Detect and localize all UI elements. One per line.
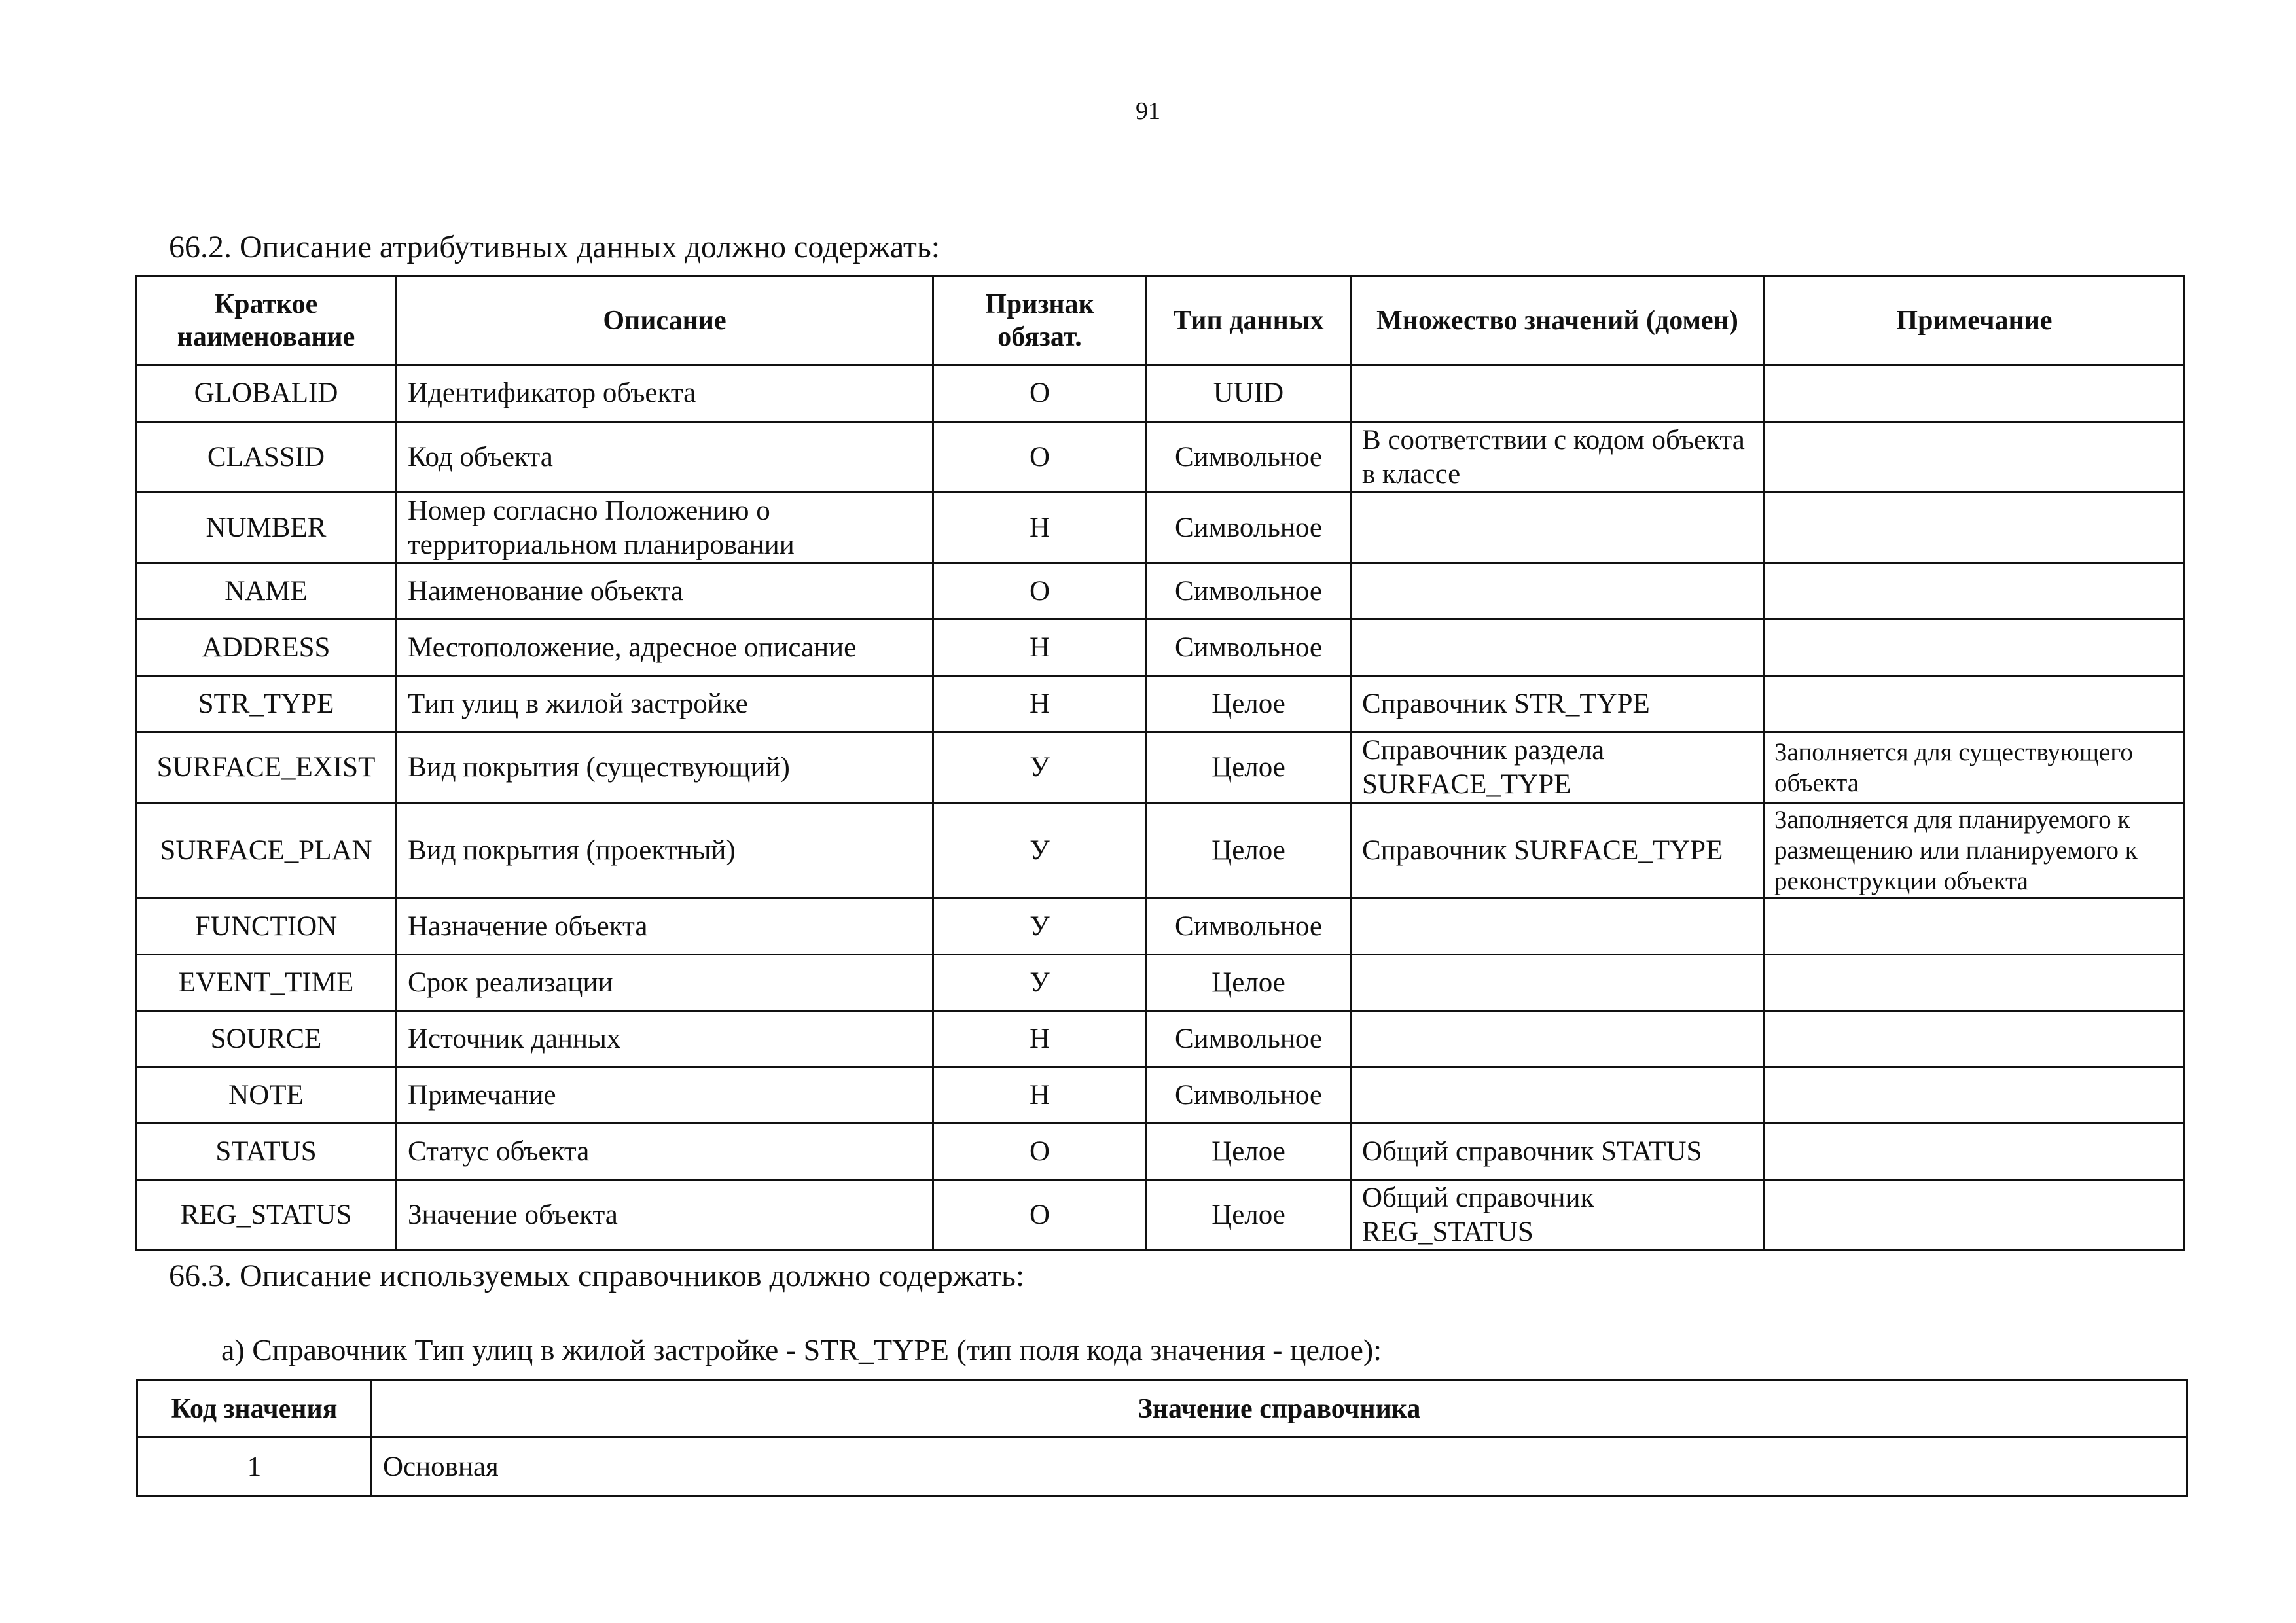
cell-type: Целое xyxy=(1147,732,1351,803)
cell-name: SURFACE_EXIST xyxy=(136,732,397,803)
cell-description: Статус объекта xyxy=(397,1124,933,1180)
cell-note xyxy=(1765,676,2185,732)
cell-name: NAME xyxy=(136,563,397,620)
cell-description: Значение объекта xyxy=(397,1180,933,1251)
cell-name: GLOBALID xyxy=(136,365,397,422)
cell-note xyxy=(1765,422,2185,493)
cell-description: Вид покрытия (проектный) xyxy=(397,803,933,899)
cell-domain: Справочник STR_TYPE xyxy=(1351,676,1765,732)
page-number: 91 xyxy=(1136,98,1160,125)
cell-description: Идентификатор объекта xyxy=(397,365,933,422)
cell-note xyxy=(1765,563,2185,620)
cell-name: FUNCTION xyxy=(136,899,397,955)
cell-description: Код объекта xyxy=(397,422,933,493)
cell-type: Символьное xyxy=(1147,422,1351,493)
cell-type: Целое xyxy=(1147,676,1351,732)
cell-domain xyxy=(1351,955,1765,1011)
cell-domain xyxy=(1351,493,1765,563)
cell-description: Наименование объекта xyxy=(397,563,933,620)
cell-name: CLASSID xyxy=(136,422,397,493)
cell-value: Основная xyxy=(372,1438,2187,1497)
cell-domain xyxy=(1351,563,1765,620)
table-header-row xyxy=(137,1380,2187,1438)
cell-domain: Общий справочник REG_STATUS xyxy=(1351,1180,1765,1251)
cell-description: Тип улиц в жилой застройке xyxy=(397,676,933,732)
cell-description: Назначение объекта xyxy=(397,899,933,955)
column-header-value: Значение справочника xyxy=(372,1380,2187,1438)
cell-required: О xyxy=(933,1180,1147,1251)
cell-name: SOURCE xyxy=(136,1011,397,1067)
cell-name: STATUS xyxy=(136,1124,397,1180)
cell-description: Номер согласно Положению о территориальном планировании xyxy=(397,493,933,563)
cell-required: Н xyxy=(933,1067,1147,1124)
table-row xyxy=(136,955,2185,1011)
cell-type: Символьное xyxy=(1147,1011,1351,1067)
column-header-name: Краткое наименование xyxy=(136,276,397,365)
table-header-row xyxy=(136,276,2185,365)
cell-description: Местоположение, адресное описание xyxy=(397,620,933,676)
cell-required: У xyxy=(933,899,1147,955)
cell-type: Символьное xyxy=(1147,1067,1351,1124)
cell-note xyxy=(1765,1011,2185,1067)
cell-domain xyxy=(1351,899,1765,955)
table-row xyxy=(136,563,2185,620)
cell-name: NOTE xyxy=(136,1067,397,1124)
cell-note xyxy=(1765,365,2185,422)
cell-name: SURFACE_PLAN xyxy=(136,803,397,899)
cell-description: Источник данных xyxy=(397,1011,933,1067)
cell-required: У xyxy=(933,955,1147,1011)
column-header-required: Признак обязат. xyxy=(933,276,1147,365)
reference-subheading: а) Справочник Тип улиц в жилой застройке - STR_TYPE (тип поля кода значения - целое): xyxy=(221,1333,1382,1366)
cell-required: О xyxy=(933,422,1147,493)
cell-note xyxy=(1765,899,2185,955)
section-heading-66-2: 66.2. Описание атрибутивных данных должно содержать: xyxy=(169,230,941,264)
cell-type: Целое xyxy=(1147,1180,1351,1251)
cell-name: ADDRESS xyxy=(136,620,397,676)
cell-note: Заполняется для существующего объекта xyxy=(1765,732,2185,803)
reference-table xyxy=(136,1379,2188,1497)
table-row xyxy=(136,899,2185,955)
cell-type: UUID xyxy=(1147,365,1351,422)
cell-code: 1 xyxy=(137,1438,372,1497)
cell-domain xyxy=(1351,365,1765,422)
cell-domain: В соответствии с кодом объекта в классе xyxy=(1351,422,1765,493)
section-heading-66-3: 66.3. Описание используемых справочников должно содержать: xyxy=(169,1258,1025,1293)
cell-required: Н xyxy=(933,1011,1147,1067)
cell-required: О xyxy=(933,1124,1147,1180)
table-row xyxy=(136,620,2185,676)
cell-description: Срок реализации xyxy=(397,955,933,1011)
cell-name: REG_STATUS xyxy=(136,1180,397,1251)
cell-type: Символьное xyxy=(1147,620,1351,676)
cell-description: Вид покрытия (существующий) xyxy=(397,732,933,803)
cell-required: Н xyxy=(933,676,1147,732)
cell-name: STR_TYPE xyxy=(136,676,397,732)
table-row xyxy=(136,732,2185,803)
cell-type: Целое xyxy=(1147,1124,1351,1180)
cell-required: У xyxy=(933,732,1147,803)
table-row xyxy=(136,1067,2185,1124)
table-row xyxy=(136,422,2185,493)
cell-required: О xyxy=(933,365,1147,422)
table-row xyxy=(136,803,2185,899)
cell-domain xyxy=(1351,1011,1765,1067)
column-header-type: Тип данных xyxy=(1147,276,1351,365)
cell-domain: Общий справочник STATUS xyxy=(1351,1124,1765,1180)
cell-note xyxy=(1765,493,2185,563)
cell-name: EVENT_TIME xyxy=(136,955,397,1011)
cell-type: Целое xyxy=(1147,803,1351,899)
table-row xyxy=(136,493,2185,563)
cell-domain xyxy=(1351,1067,1765,1124)
cell-required: О xyxy=(933,563,1147,620)
cell-type: Символьное xyxy=(1147,899,1351,955)
cell-note xyxy=(1765,955,2185,1011)
table-row xyxy=(136,1180,2185,1251)
table-row xyxy=(136,1124,2185,1180)
cell-domain: Справочник SURFACE_TYPE xyxy=(1351,803,1765,899)
cell-required: Н xyxy=(933,620,1147,676)
cell-name: NUMBER xyxy=(136,493,397,563)
cell-type: Символьное xyxy=(1147,493,1351,563)
column-header-description: Описание xyxy=(397,276,933,365)
cell-domain: Справочник раздела SURFACE_TYPE xyxy=(1351,732,1765,803)
table-row xyxy=(136,365,2185,422)
column-header-note: Примечание xyxy=(1765,276,2185,365)
cell-note xyxy=(1765,1180,2185,1251)
table-row xyxy=(136,1011,2185,1067)
column-header-domain: Множество значений (домен) xyxy=(1351,276,1765,365)
column-header-code: Код значения xyxy=(137,1380,372,1438)
cell-domain xyxy=(1351,620,1765,676)
cell-note xyxy=(1765,1124,2185,1180)
cell-type: Символьное xyxy=(1147,563,1351,620)
attributes-table xyxy=(135,275,2185,1251)
cell-type: Целое xyxy=(1147,955,1351,1011)
cell-required: Н xyxy=(933,493,1147,563)
cell-note xyxy=(1765,1067,2185,1124)
table-row xyxy=(136,676,2185,732)
cell-description: Примечание xyxy=(397,1067,933,1124)
cell-note xyxy=(1765,620,2185,676)
table-row xyxy=(137,1438,2187,1497)
cell-note: Заполняется для планируемого к размещению или планируемого к реконструкции объекта xyxy=(1765,803,2185,899)
cell-required: У xyxy=(933,803,1147,899)
